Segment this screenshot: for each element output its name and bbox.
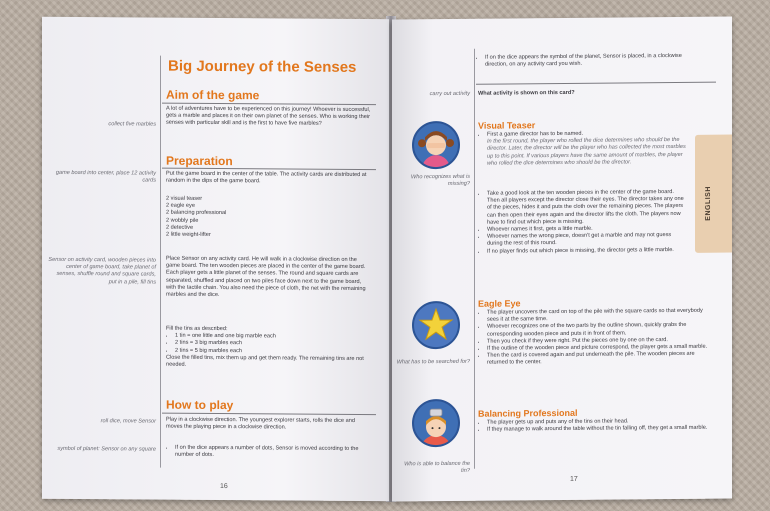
visual-bullets — [478, 189, 688, 256]
list-item: • The player uncovers the card on top of the pile with the square cards so that everybody sees it at the same time. — [487, 308, 710, 324]
fill-intro: Fill the tins as described: — [166, 325, 228, 333]
column-divider — [474, 49, 475, 469]
page-number: 17 — [570, 475, 578, 483]
list-item: • Whoever names the wrong piece, doesn't get a marble and may not guess during the rest of this round. — [487, 232, 688, 248]
question-visual: Who recognizes what is missing? — [410, 173, 470, 188]
side-note-setup: Sensor on activity card, wooden pieces into center of game board, take planet of senses, shuffle round and square cards, put in a pile, fill tins — [48, 256, 156, 286]
column-divider — [160, 56, 161, 468]
setup-text: Place Sensor on any activity card. He will walk in a clockwise direction on the game board. The ten wooden pieces are placed in the center of the game board. Each player gets a little planet of the senses. The round and square cards are separated, shuffled and placed on two piles face down next to the game board, with the tactile chain. You also need the piece of cloth, the net with the remaining marbles and the dice. — [166, 255, 366, 299]
list-item: 2 visual teaser — [166, 195, 203, 202]
side-note-roll: roll dice, move Sensor — [100, 418, 156, 425]
heading-aim: Aim of the game — [166, 87, 260, 103]
divider — [162, 103, 376, 105]
card-list — [166, 196, 372, 241]
page-title: Big Journey of the Senses — [168, 57, 357, 76]
list-item: • First a game director has to be named. — [487, 130, 688, 139]
visual-intro — [478, 130, 688, 168]
language-tab — [695, 135, 732, 253]
divider — [476, 82, 716, 85]
list-item: • If on the dice appears a number of dots, Sensor is moved according to the number of dots. — [175, 445, 372, 461]
list-item: • If they manage to walk around the table without the tin falling off, they get a small marble. — [487, 425, 710, 434]
question-balance: Who is able to balance the tin? — [404, 460, 470, 475]
list-item: 2 little weight-lifter — [166, 231, 211, 238]
howto-text: Play in a clockwise direction. The youngest explorer starts, rolls the dice and moves the playing piece in a clockwise direction. — [166, 416, 355, 431]
list-item: • If no player finds out which piece is missing, the director gets a little marble. — [487, 247, 688, 256]
side-note-symbol: symbol of planet: Sensor on any square — [57, 445, 156, 453]
list-item: • If the outline of the wooden piece and picture correspond, the player gets a small marble. — [487, 344, 710, 353]
language-tab-label: ENGLISH — [705, 186, 712, 221]
side-note-carry: carry out activity — [429, 90, 470, 98]
heading-preparation: Preparation — [166, 153, 233, 169]
list-item: • Whoever recognizes one of the two parts by the outline shown, quickly grabs the corresponding wooden piece and puts it in front of them. — [487, 322, 710, 338]
divider — [162, 413, 376, 415]
question-eagle: What has to be searched for? — [396, 358, 470, 366]
star-icon — [412, 301, 460, 349]
side-note-aim: collect five marbles — [108, 121, 156, 128]
heading-visual-teaser: Visual Teaser — [478, 120, 536, 131]
eagle-bullets — [478, 308, 710, 368]
list-item: • Then you check if they were right. Put the pieces one by one on the card. — [487, 337, 710, 346]
side-note-preparation: game board into center, place 12 activity cards — [55, 169, 156, 184]
balance-bullets — [478, 418, 710, 434]
list-item: • The player gets up and puts any of the tins on their head. — [487, 418, 710, 427]
list-item: • 1 tin = one little and one big marble each — [175, 333, 372, 342]
list-item: 2 wobbly pile — [166, 217, 199, 224]
list-item: 2 balancing professional — [166, 210, 227, 217]
heading-balancing-professional: Balancing Professional — [478, 407, 578, 419]
list-item: • If on the dice appears the symbol of the planet, Sensor is placed, in a clockwise direction, on any activity card you wish. — [485, 53, 696, 69]
list-item: 2 eagle eye — [166, 202, 195, 210]
list-item: • 2 tins = 5 big marbles each — [175, 347, 372, 356]
list-item: • 2 tins = 3 big marbles each — [175, 340, 372, 349]
list-item: • Then the card is covered again and put underneath the pile. The wooden pieces are returned to the center. — [487, 351, 710, 367]
top-bullet — [476, 53, 696, 69]
list-item: • Take a good look at the ten wooden pieces in the center of the game board. Then all players except the director close their eyes. The director takes any one of the pieces, hides it and puts the cloth over the remaining pieces. The players can then open their eyes again and the director lifts the cloth. The players now have to find out which piece is missing. — [487, 189, 688, 227]
page-number: 16 — [220, 483, 228, 491]
aim-text: A lot of adventures have to be experienced on this journey! Whoever is successful, gets a marble and places it on their own planet of the senses. Who is working their senses with particular skill and is the first to have five marbles? — [166, 105, 371, 128]
list-item: • Whoever names it first, gets a little marble. — [487, 225, 688, 234]
fill-outro: Close the filled tins, mix them up and get them ready. The remaining tins are not needed. — [166, 354, 364, 368]
girl-covering-eyes-icon — [412, 121, 460, 169]
right-page — [392, 17, 732, 502]
list-item: 2 detective — [166, 224, 194, 231]
left-page — [42, 17, 389, 501]
heading-eagle-eye: Eagle Eye — [478, 298, 521, 309]
visual-notes: In the first round, the player who rolled the dice determines who should be the director. Later, the director will be the player who has collected the most marbles up to this point. If various players have the same amount of marbles, the player who rolled the dice determines who should be the director. — [487, 137, 686, 167]
girl-balancing-tin-icon — [412, 399, 460, 447]
preparation-text: Put the game board in the center of the table. The activity cards are distributed at random in the dips of the game board. — [166, 170, 367, 185]
heading-how-to-play: How to play — [166, 397, 234, 413]
divider — [162, 168, 376, 170]
howto-bullet — [166, 445, 372, 461]
carry-heading: What activity is shown on this card? — [478, 89, 575, 97]
fill-instructions — [166, 326, 372, 371]
